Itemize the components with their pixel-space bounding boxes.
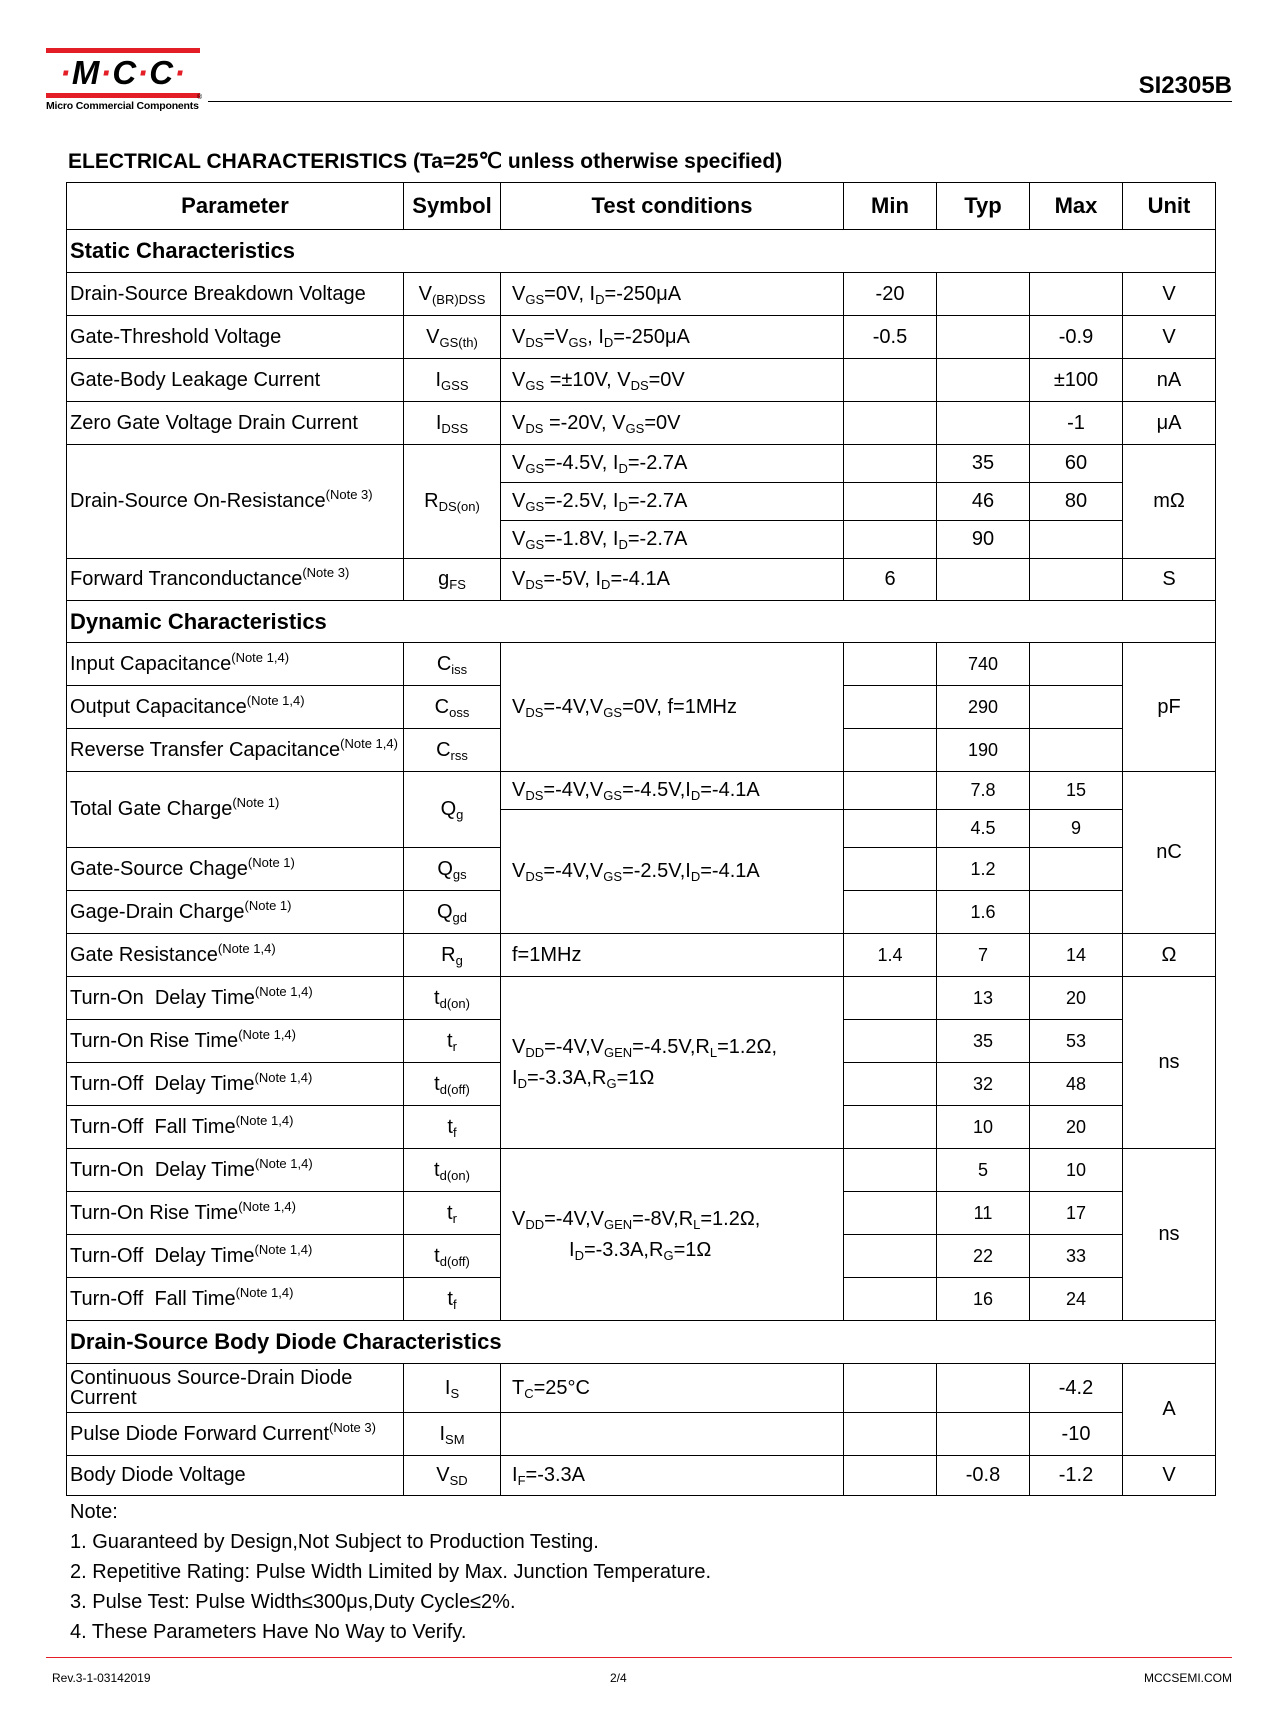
- conditions-cell: $V_{GS}=-2.5V$, $I_D=-2.7A$: [501, 483, 844, 521]
- min-cell: [844, 1020, 937, 1063]
- section-title: ELECTRICAL CHARACTERISTICS (Ta=25℃ unless otherwise specified): [68, 150, 783, 173]
- unit-cell: mΩ: [1123, 445, 1216, 559]
- note-ref: (Note 1,4): [254, 1155, 313, 1171]
- min-cell: [844, 1063, 937, 1106]
- table-row: [67, 1413, 1216, 1456]
- table-row: [67, 643, 1216, 686]
- footer-page-number: 2/4: [610, 1671, 627, 1685]
- section-row-dynamic: [67, 601, 1216, 643]
- conditions-cell: [501, 1413, 844, 1456]
- max-cell: 15: [1030, 772, 1123, 810]
- param-name: Output Capacitance: [70, 695, 247, 718]
- max-cell: 60: [1030, 445, 1123, 483]
- symbol-cell: $V_{GS(th)}$: [404, 316, 501, 359]
- param-name: Total Gate Charge: [70, 798, 233, 820]
- param-cell: [67, 1456, 404, 1496]
- conditions-cell: f=1MHz: [501, 934, 844, 977]
- section-row-static: [67, 230, 1216, 273]
- min-cell: [844, 1235, 937, 1278]
- unit-cell: ns: [1123, 977, 1216, 1149]
- min-cell: [844, 483, 937, 521]
- typ-cell: [937, 316, 1030, 359]
- param-cell: [67, 977, 404, 1020]
- max-cell: [1030, 686, 1123, 729]
- min-cell: -20: [844, 273, 937, 316]
- conditions-cell: $V_{GS}=-1.8V$, $I_D=-2.7A$: [501, 521, 844, 559]
- conditions-cell: $V_{DS}=-5V$, $I_D=-4.1A$: [501, 559, 844, 601]
- min-cell: [844, 1106, 937, 1149]
- param-cell: [67, 772, 404, 848]
- symbol-cell: $V_{SD}$: [404, 1456, 501, 1496]
- symbol-cell: $t_f$: [404, 1106, 501, 1149]
- col-header-parameter: Parameter: [67, 183, 404, 230]
- param-name: Gate-Source Chage: [70, 857, 248, 880]
- col-header-min: Min: [844, 183, 937, 230]
- conditions-cell: $I_F=-3.3A$: [501, 1456, 844, 1496]
- symbol-cell: $V_{(BR)DSS}$: [404, 273, 501, 316]
- typ-cell: [937, 359, 1030, 402]
- unit-cell: V: [1123, 1456, 1216, 1496]
- param-cell: [67, 1192, 404, 1235]
- param-name: Zero Gate Voltage Drain Current: [70, 411, 358, 434]
- unit-cell: A: [1123, 1364, 1216, 1456]
- table-row: [67, 1456, 1216, 1496]
- symbol-cell: $I_{SM}$: [404, 1413, 501, 1456]
- min-cell: [844, 643, 937, 686]
- table-row: [67, 1364, 1216, 1413]
- note-ref: (Note 1,4): [235, 1112, 294, 1128]
- unit-cell: μA: [1123, 402, 1216, 445]
- symbol-cell: $I_S$: [404, 1364, 501, 1413]
- mcc-logo: [46, 48, 203, 112]
- param-cell: [67, 359, 404, 402]
- conditions-cell: $V_{DS}=-4V,V_{GS}=0V$, f=1MHz: [501, 643, 844, 772]
- logo-bar-bottom: [46, 93, 200, 98]
- param-name: Turn-Off Delay Time: [70, 1072, 255, 1095]
- param-cell: [67, 445, 404, 559]
- param-cell: [67, 934, 404, 977]
- typ-cell: 35: [937, 445, 1030, 483]
- typ-cell: [937, 559, 1030, 601]
- param-cell: [67, 686, 404, 729]
- conditions-cell: $V_{DD}=-4V,V_{GEN}=-4.5V,R_L=1.2\Omega$, $I_D=-3.3A,R_G=1\Omega$: [501, 977, 844, 1149]
- conditions-cell: $V_{DD}=-4V,V_{GEN}=-8V,R_L=1.2\Omega$, $I_D=-3.3A,R_G=1\Omega$: [501, 1149, 844, 1321]
- conditions-cell: $T_C=25^\circ C$: [501, 1364, 844, 1413]
- col-header-test-conditions: Test conditions: [501, 183, 844, 230]
- typ-cell: 290: [937, 686, 1030, 729]
- typ-cell: 190: [937, 729, 1030, 772]
- note-item: 2. Repetitive Rating: Pulse Width Limited by Max. Junction Temperature.: [70, 1561, 712, 1583]
- min-cell: [844, 848, 937, 891]
- note-ref: (Note 1,4): [231, 649, 290, 665]
- param-cell: [67, 643, 404, 686]
- max-cell: 20: [1030, 977, 1123, 1020]
- symbol-cell: $t_{d(on)}$: [404, 1149, 501, 1192]
- typ-cell: 7: [937, 934, 1030, 977]
- typ-cell: 4.5: [937, 810, 1030, 848]
- table-row: [67, 977, 1216, 1020]
- note-ref: (Note 1,4): [238, 1026, 296, 1042]
- param-name: Turn-Off Fall Time: [70, 1115, 236, 1138]
- symbol-cell: $C_{rss}$: [404, 729, 501, 772]
- max-cell: -1.2: [1030, 1456, 1123, 1496]
- min-cell: [844, 445, 937, 483]
- param-name: Turn-On Delay Time: [70, 1158, 255, 1181]
- min-cell: -0.5: [844, 316, 937, 359]
- symbol-cell: $t_{d(off)}$: [404, 1235, 501, 1278]
- param-name: Pulse Diode Forward Current: [70, 1422, 329, 1445]
- note-ref: (Note 1): [232, 795, 280, 810]
- typ-cell: 16: [937, 1278, 1030, 1321]
- min-cell: [844, 1413, 937, 1456]
- param-name: Turn-On Rise Time: [70, 1029, 239, 1052]
- note-item: 1. Guaranteed by Design,Not Subject to Production Testing.: [70, 1531, 599, 1553]
- symbol-cell: $I_{GSS}$: [404, 359, 501, 402]
- conditions-cell: $V_{GS}=-4.5V$, $I_D=-2.7A$: [501, 445, 844, 483]
- typ-cell: 13: [937, 977, 1030, 1020]
- max-cell: [1030, 521, 1123, 559]
- symbol-cell: $t_r$: [404, 1020, 501, 1063]
- col-header-typ: Typ: [937, 183, 1030, 230]
- footer-website: MCCSEMI.COM: [1144, 1671, 1232, 1685]
- max-cell: 9: [1030, 810, 1123, 848]
- conditions-cell: $V_{DS}=-4V,V_{GS}=-2.5V,I_D=-4.1A$: [501, 810, 844, 934]
- note-item: 3. Pulse Test: Pulse Width≤300μs,Duty Cycle≤2%.: [70, 1591, 516, 1613]
- max-cell: 48: [1030, 1063, 1123, 1106]
- note-ref: (Note 3): [329, 1419, 376, 1435]
- table-row: [67, 445, 1216, 483]
- typ-cell: [937, 1364, 1030, 1413]
- symbol-cell: $t_{d(off)}$: [404, 1063, 501, 1106]
- min-cell: [844, 1278, 937, 1321]
- symbol-cell: $t_{d(on)}$: [404, 977, 501, 1020]
- param-name: Turn-On Rise Time: [70, 1201, 239, 1224]
- table-row: [67, 559, 1216, 601]
- unit-cell: V: [1123, 316, 1216, 359]
- footer-rule: [46, 1657, 1232, 1658]
- param-name: Gate Resistance: [70, 943, 218, 966]
- col-header-max: Max: [1030, 183, 1123, 230]
- table-row: [67, 772, 1216, 810]
- note-ref: (Note 1,4): [340, 735, 398, 751]
- min-cell: [844, 686, 937, 729]
- param-name: Drain-Source Breakdown Voltage: [70, 282, 366, 305]
- typ-cell: 5: [937, 1149, 1030, 1192]
- param-name: Gate-Body Leakage Current: [70, 368, 321, 391]
- electrical-characteristics-table: [66, 182, 1216, 1496]
- note-item: 4. These Parameters Have No Way to Verify.: [70, 1621, 467, 1643]
- param-name: Gate-Threshold Voltage: [70, 325, 282, 348]
- param-cell: [67, 891, 404, 934]
- typ-cell: 1.6: [937, 891, 1030, 934]
- param-cell: [67, 729, 404, 772]
- param-name: Turn-On Delay Time: [70, 986, 255, 1009]
- symbol-cell: $Q_g$: [404, 772, 501, 848]
- typ-cell: 46: [937, 483, 1030, 521]
- min-cell: [844, 1149, 937, 1192]
- conditions-cell: $V_{DS}=V_{GS}$, $I_D=-250\mu A$: [501, 316, 844, 359]
- min-cell: 6: [844, 559, 937, 601]
- conditions-cell: $V_{DS} =-20V$, $V_{GS}=0V$: [501, 402, 844, 445]
- max-cell: [1030, 848, 1123, 891]
- symbol-cell: $g_{FS}$: [404, 559, 501, 601]
- param-name: Reverse Transfer Capacitance: [70, 738, 341, 761]
- typ-cell: 90: [937, 521, 1030, 559]
- conditions-cell: $V_{GS} =\pm 10V$, $V_{DS}=0V$: [501, 359, 844, 402]
- typ-cell: 32: [937, 1063, 1030, 1106]
- header-rule: [208, 101, 1232, 102]
- note-ref: (Note 1,4): [254, 1069, 313, 1085]
- registered-mark: ®: [197, 94, 203, 101]
- header-row: [67, 183, 1216, 230]
- max-cell: 33: [1030, 1235, 1123, 1278]
- note-ref: (Note 1,4): [246, 692, 305, 708]
- param-name: Continuous Source-Drain Diode Current: [70, 1367, 353, 1409]
- param-cell: [67, 848, 404, 891]
- param-cell: [67, 1106, 404, 1149]
- max-cell: -0.9: [1030, 316, 1123, 359]
- min-cell: [844, 1192, 937, 1235]
- max-cell: [1030, 891, 1123, 934]
- max-cell: 10: [1030, 1149, 1123, 1192]
- min-cell: [844, 729, 937, 772]
- symbol-cell: $I_{DSS}$: [404, 402, 501, 445]
- section-row-diode: [67, 1321, 1216, 1364]
- min-cell: [844, 977, 937, 1020]
- max-cell: 80: [1030, 483, 1123, 521]
- table-row: [67, 273, 1216, 316]
- part-number: SI2305B: [1138, 72, 1232, 99]
- unit-cell: V: [1123, 273, 1216, 316]
- max-cell: 14: [1030, 934, 1123, 977]
- param-cell: [67, 1235, 404, 1278]
- symbol-cell: $Q_{gd}$: [404, 891, 501, 934]
- typ-cell: -0.8: [937, 1456, 1030, 1496]
- unit-cell: S: [1123, 559, 1216, 601]
- note-ref: (Note 1,4): [235, 1284, 294, 1300]
- unit-cell: pF: [1123, 643, 1216, 772]
- note-ref: (Note 3): [325, 487, 373, 502]
- symbol-cell: $Q_{gs}$: [404, 848, 501, 891]
- table-row: [67, 934, 1216, 977]
- max-cell: [1030, 273, 1123, 316]
- typ-cell: 35: [937, 1020, 1030, 1063]
- param-name: Turn-Off Fall Time: [70, 1287, 236, 1310]
- min-cell: [844, 772, 937, 810]
- min-cell: 1.4: [844, 934, 937, 977]
- unit-cell: nC: [1123, 772, 1216, 934]
- symbol-cell: $t_r$: [404, 1192, 501, 1235]
- table-row: [67, 359, 1216, 402]
- symbol-cell: $C_{iss}$: [404, 643, 501, 686]
- param-cell: [67, 1413, 404, 1456]
- notes-heading: Note:: [70, 1501, 118, 1523]
- note-ref: (Note 1,4): [238, 1198, 296, 1214]
- param-name: Drain-Source On-Resistance: [70, 490, 326, 512]
- min-cell: [844, 521, 937, 559]
- param-name: Gage-Drain Charge: [70, 900, 245, 923]
- symbol-cell: $t_f$: [404, 1278, 501, 1321]
- col-header-symbol: Symbol: [404, 183, 501, 230]
- param-cell: [67, 559, 404, 601]
- note-ref: (Note 3): [302, 565, 350, 580]
- min-cell: [844, 1456, 937, 1496]
- section-label: Static Characteristics: [67, 230, 1216, 273]
- conditions-cell: $V_{DS}=-4V,V_{GS}=-4.5V,I_D=-4.1A$: [501, 772, 844, 810]
- notes-block: [70, 1497, 711, 1647]
- footer-revision: Rev.3-1-03142019: [52, 1671, 151, 1685]
- param-name: Turn-Off Delay Time: [70, 1244, 255, 1267]
- max-cell: [1030, 729, 1123, 772]
- conditions-cell: $V_{GS}=0V$, $I_D=-250\mu A$: [501, 273, 844, 316]
- col-header-unit: Unit: [1123, 183, 1216, 230]
- unit-cell: Ω: [1123, 934, 1216, 977]
- max-cell: 20: [1030, 1106, 1123, 1149]
- section-label: Dynamic Characteristics: [67, 601, 1216, 643]
- table-row: [67, 1149, 1216, 1192]
- typ-cell: 22: [937, 1235, 1030, 1278]
- min-cell: [844, 810, 937, 848]
- symbol-cell: $R_g$: [404, 934, 501, 977]
- param-cell: [67, 316, 404, 359]
- param-cell: [67, 1364, 404, 1413]
- param-cell: [67, 1063, 404, 1106]
- symbol-cell: $C_{oss}$: [404, 686, 501, 729]
- symbol-cell: $R_{DS(on)}$: [404, 445, 501, 559]
- min-cell: [844, 359, 937, 402]
- max-cell: [1030, 643, 1123, 686]
- param-name: Forward Tranconductance: [70, 568, 303, 590]
- max-cell: 24: [1030, 1278, 1123, 1321]
- note-ref: (Note 1,4): [254, 983, 313, 999]
- param-cell: [67, 1149, 404, 1192]
- typ-cell: 740: [937, 643, 1030, 686]
- typ-cell: [937, 1413, 1030, 1456]
- max-cell: ±100: [1030, 359, 1123, 402]
- logo-tagline: Micro Commercial Components: [46, 100, 199, 112]
- max-cell: [1030, 559, 1123, 601]
- param-cell: [67, 1020, 404, 1063]
- logo-mark: ·M·C·C·: [59, 54, 187, 91]
- note-ref: (Note 1): [244, 897, 292, 913]
- max-cell: 53: [1030, 1020, 1123, 1063]
- param-name: Body Diode Voltage: [70, 1464, 246, 1486]
- note-ref: (Note 1,4): [217, 940, 276, 956]
- table-row: [67, 402, 1216, 445]
- max-cell: -10: [1030, 1413, 1123, 1456]
- max-cell: -4.2: [1030, 1364, 1123, 1413]
- note-ref: (Note 1): [247, 854, 295, 870]
- typ-cell: 7.8: [937, 772, 1030, 810]
- min-cell: [844, 402, 937, 445]
- typ-cell: 11: [937, 1192, 1030, 1235]
- param-cell: [67, 273, 404, 316]
- typ-cell: [937, 273, 1030, 316]
- unit-cell: ns: [1123, 1149, 1216, 1321]
- min-cell: [844, 891, 937, 934]
- param-cell: [67, 402, 404, 445]
- typ-cell: 10: [937, 1106, 1030, 1149]
- param-name: Input Capacitance: [70, 652, 232, 675]
- min-cell: [844, 1364, 937, 1413]
- max-cell: -1: [1030, 402, 1123, 445]
- typ-cell: 1.2: [937, 848, 1030, 891]
- section-label: Drain-Source Body Diode Characteristics: [67, 1321, 1216, 1364]
- note-ref: (Note 1,4): [254, 1241, 313, 1257]
- param-cell: [67, 1278, 404, 1321]
- typ-cell: [937, 402, 1030, 445]
- max-cell: 17: [1030, 1192, 1123, 1235]
- table-row: [67, 316, 1216, 359]
- unit-cell: nA: [1123, 359, 1216, 402]
